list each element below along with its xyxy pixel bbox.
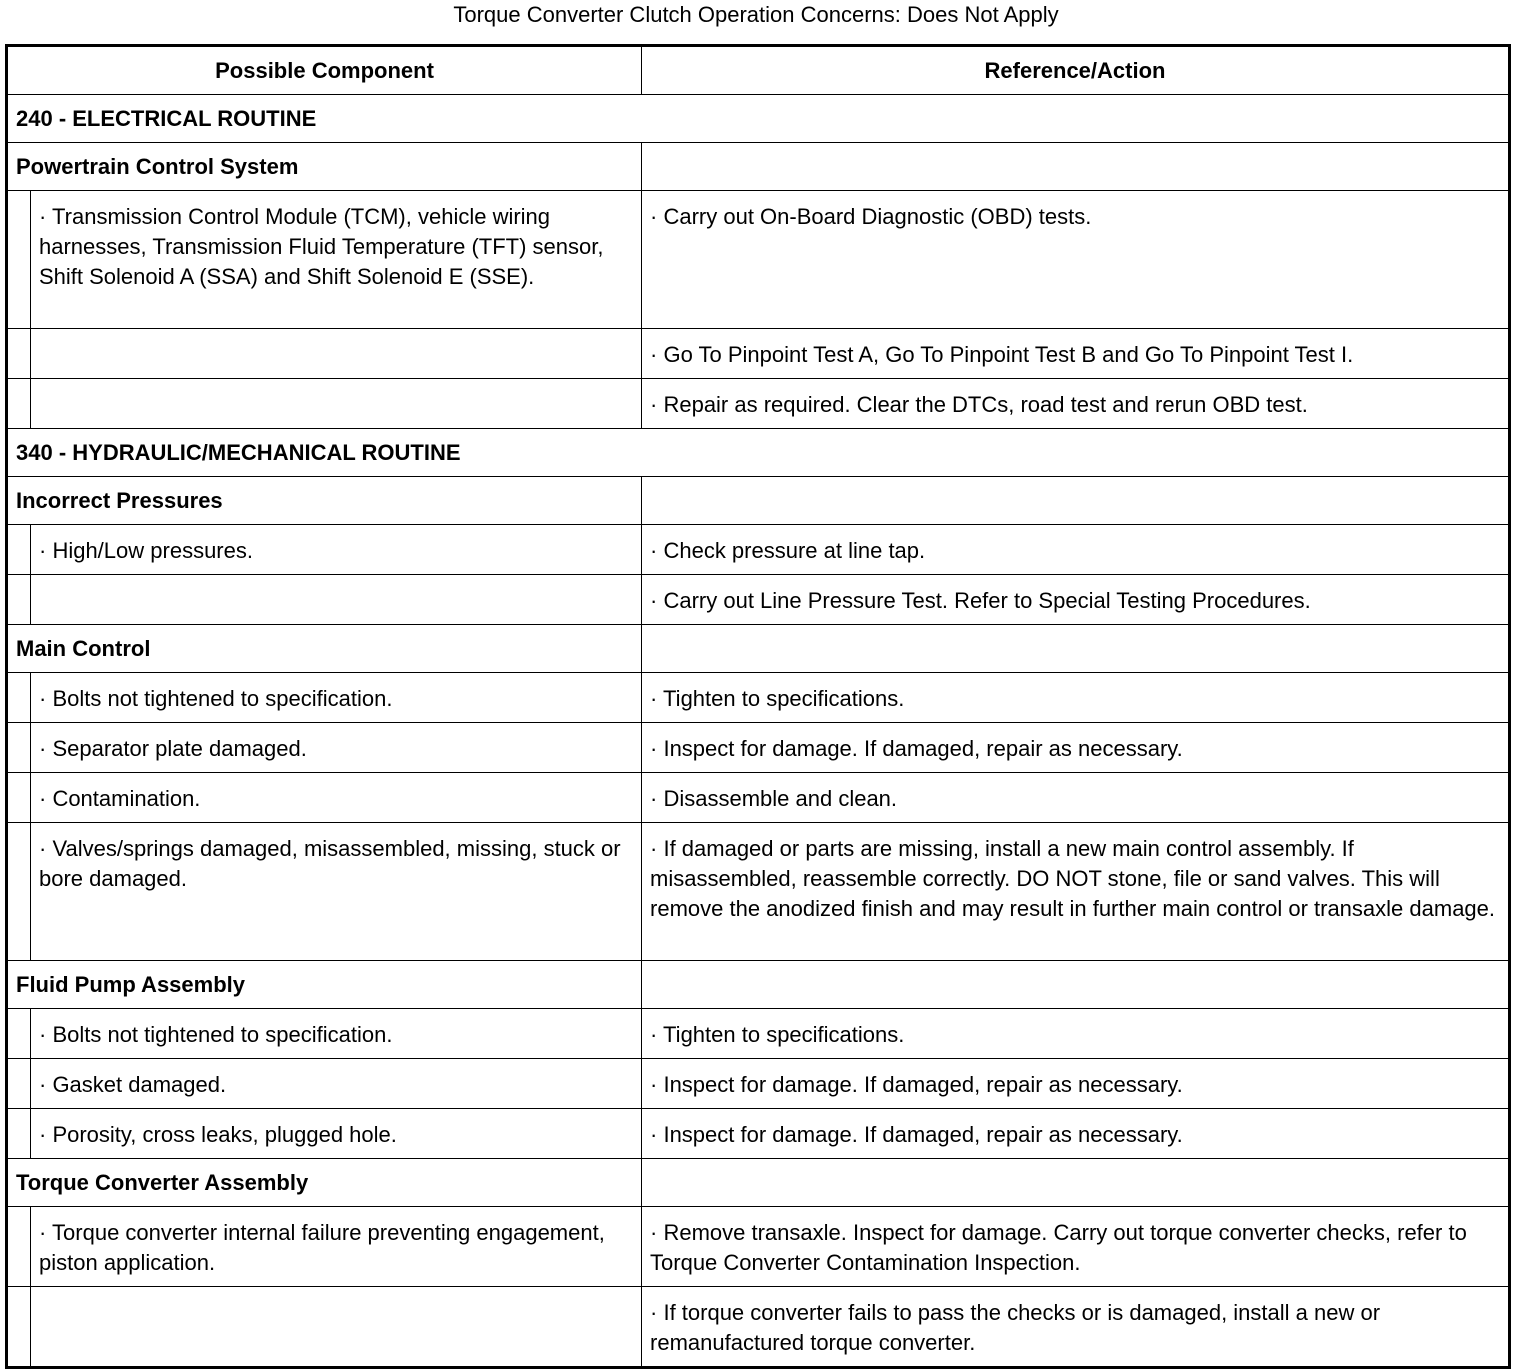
component-text: · Contamination. — [39, 786, 201, 811]
table-body — [7, 95, 1510, 1368]
table-row — [7, 329, 1510, 379]
component-text: · Bolts not tightened to specification. — [39, 686, 393, 711]
routine-row — [7, 429, 1510, 477]
group-row — [7, 961, 1510, 1009]
indent-cell — [7, 525, 31, 575]
action-text: · Inspect for damage. If damaged, repair as necessary. — [650, 736, 1183, 761]
routine-row — [7, 95, 1510, 143]
table-row — [7, 823, 1510, 961]
component-text: · Bolts not tightened to specification. — [39, 1022, 393, 1047]
table-row — [7, 1009, 1510, 1059]
action-text: · If damaged or parts are missing, install a new main control assembly. If misassembled, reassemble correctly. DO NOT stone, file or sand valves. This will remove the anodized finish and may result in further main control or transaxle damage. — [650, 836, 1496, 921]
table-row — [7, 1109, 1510, 1159]
header-possible-component: Possible Component — [7, 46, 642, 95]
indent-cell — [7, 1109, 31, 1159]
component-text: · Gasket damaged. — [39, 1072, 227, 1097]
table-row — [7, 525, 1510, 575]
indent-cell — [7, 823, 31, 961]
indent-cell — [7, 1207, 31, 1287]
indent-cell — [7, 191, 31, 329]
component-text — [31, 329, 641, 348]
action-text: · Remove transaxle. Inspect for damage. Carry out torque converter checks, refer to Torque Converter Contamination Inspection. — [650, 1220, 1467, 1275]
component-text: · Porosity, cross leaks, plugged hole. — [39, 1122, 397, 1147]
component-text: · Torque converter internal failure preventing engagement, piston application. — [39, 1220, 605, 1275]
component-text: · Valves/springs damaged, misassembled, missing, stuck or bore damaged. — [39, 836, 621, 891]
table-row — [7, 773, 1510, 823]
group-row — [7, 625, 1510, 673]
component-text — [31, 575, 641, 594]
action-text: · Carry out On-Board Diagnostic (OBD) tests. — [650, 204, 1092, 229]
group-title: Powertrain Control System — [16, 154, 299, 179]
indent-cell — [7, 1287, 31, 1368]
group-row — [7, 477, 1510, 525]
table-row — [7, 1059, 1510, 1109]
indent-cell — [7, 723, 31, 773]
action-text: · Disassemble and clean. — [650, 786, 898, 811]
table-row — [7, 379, 1510, 429]
group-action — [642, 477, 1508, 494]
action-text: · Check pressure at line tap. — [650, 538, 926, 563]
table-row — [7, 191, 1510, 329]
table-header-row — [7, 46, 1510, 95]
header-reference-action: Reference/Action — [642, 46, 1510, 95]
group-action — [642, 143, 1508, 160]
component-text: · Transmission Control Module (TCM), vehicle wiring harnesses, Transmission Fluid Temperature (TFT) sensor, Shift Solenoid A (SSA) and Shift Solenoid E (SSE). — [39, 204, 604, 289]
indent-cell — [7, 329, 31, 379]
table-row — [7, 1287, 1510, 1368]
group-row — [7, 143, 1510, 191]
group-title: Incorrect Pressures — [16, 488, 223, 513]
group-action — [642, 625, 1508, 642]
component-text: · Separator plate damaged. — [39, 736, 307, 761]
component-text: · High/Low pressures. — [39, 538, 253, 563]
indent-cell — [7, 575, 31, 625]
group-title: Main Control — [16, 636, 151, 661]
action-text: · Tighten to specifications. — [650, 1022, 905, 1047]
group-row — [7, 1159, 1510, 1207]
indent-cell — [7, 1059, 31, 1109]
action-text: · Carry out Line Pressure Test. Refer to Special Testing Procedures. — [650, 588, 1311, 613]
action-text: · Go To Pinpoint Test A, Go To Pinpoint Test B and Go To Pinpoint Test I. — [650, 342, 1354, 367]
table-row — [7, 723, 1510, 773]
group-title: Torque Converter Assembly — [16, 1170, 309, 1195]
group-action — [642, 961, 1508, 978]
table-row — [7, 575, 1510, 625]
diagnostic-table — [5, 44, 1511, 1369]
table-row — [7, 1207, 1510, 1287]
routine-title: 240 - ELECTRICAL ROUTINE — [16, 106, 317, 131]
action-text: · If torque converter fails to pass the checks or is damaged, install a new or remanufactured torque converter. — [650, 1300, 1381, 1355]
action-text: · Inspect for damage. If damaged, repair as necessary. — [650, 1072, 1183, 1097]
action-text: · Inspect for damage. If damaged, repair as necessary. — [650, 1122, 1183, 1147]
group-title: Fluid Pump Assembly — [16, 972, 246, 997]
indent-cell — [7, 773, 31, 823]
page-title: Torque Converter Clutch Operation Concerns: Does Not Apply — [453, 2, 1059, 27]
action-text: · Repair as required. Clear the DTCs, road test and rerun OBD test. — [650, 392, 1308, 417]
routine-title: 340 - HYDRAULIC/MECHANICAL ROUTINE — [16, 440, 461, 465]
indent-cell — [7, 673, 31, 723]
group-action — [642, 1159, 1508, 1176]
component-text — [31, 379, 641, 398]
indent-cell — [7, 1009, 31, 1059]
indent-cell — [7, 379, 31, 429]
component-text — [31, 1287, 641, 1306]
action-text: · Tighten to specifications. — [650, 686, 905, 711]
table-row — [7, 673, 1510, 723]
